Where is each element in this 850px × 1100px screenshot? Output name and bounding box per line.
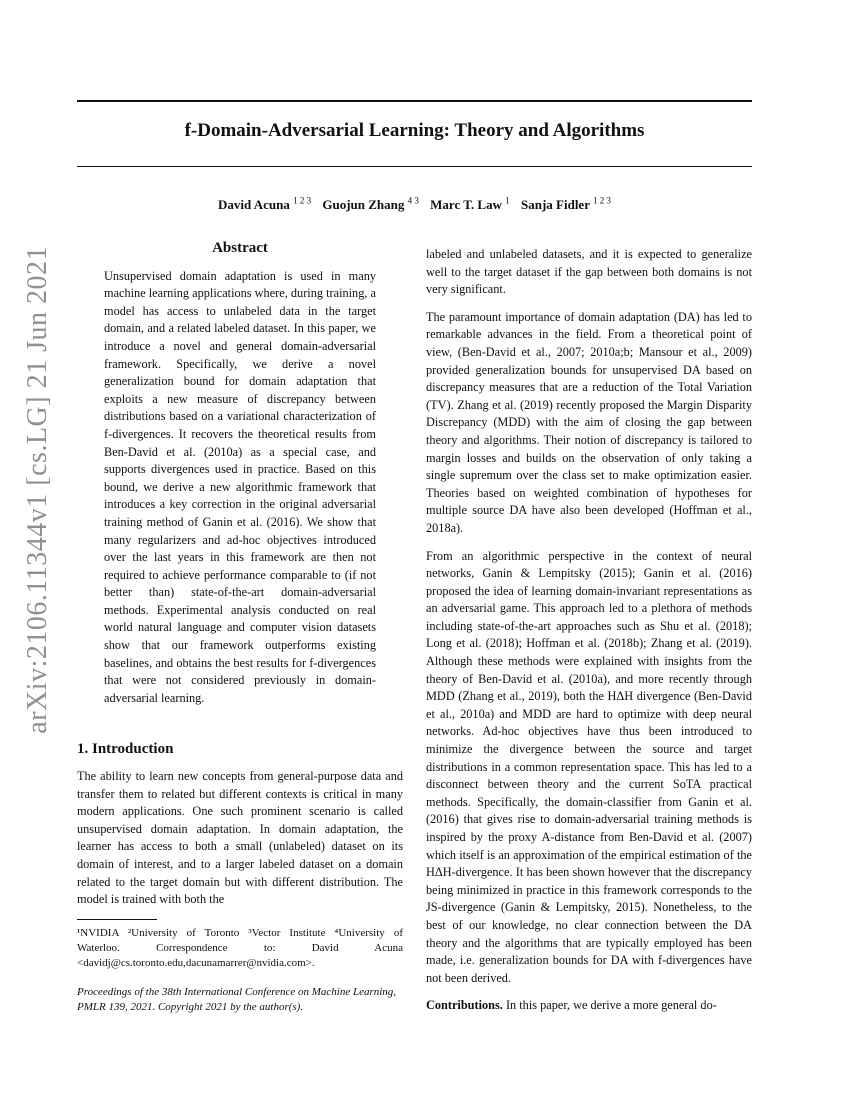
body-paragraph: The paramount importance of domain adaptation (DA) has led to remarkable advances in the field. From a theoretical point of view, (Ben-David et al., 2007; 2010a;b; Mansour et al., 2009) provided generalization bounds for unsupervised DA based on discrepancy measures that are a reduction of the Total Variation (TV). Zhang et al. (2019) recently proposed the Margin Disparity Discrepancy (MDD) with the aim of closing the gap between theory and algorithms. Their notion of discrepancy is tailored to margin losses and builds on the observation of only taking a single supremum over the class set to make optimization easier. Theories based on weighted combination of hypotheses for multiple source DA have also been developed (Hoffman et al., 2018a). bbox=[426, 309, 752, 535]
section-heading-introduction: 1. Introduction bbox=[77, 741, 174, 758]
title-rule-top bbox=[77, 100, 752, 102]
author-list bbox=[77, 196, 752, 213]
paper-title: f-Domain-Adversarial Learning: Theory and Algorithms bbox=[184, 120, 645, 141]
right-column bbox=[426, 246, 752, 1025]
contributions-text: In this paper, we derive a more general do- bbox=[505, 998, 717, 1013]
author: Marc T. Law $^1$ bbox=[430, 196, 510, 213]
abstract-heading: Abstract bbox=[212, 240, 268, 256]
abstract-body: Unsupervised domain adaptation is used in many machine learning applications where, during training, a model has access to unlabeled data in the target domain, and a related labeled dataset. In this paper, we introduce a novel and general domain-adversarial framework. Specifically, we derive a novel generalization bound for domain adaptation that exploits a new measure of discrepancy between distributions based on a variational characterization of f-divergences. It recovers the theoretical results from Ben-David et al. (2010a) as a special case, and supports divergences used in practice. Based on this bound, we derive a new algorithmic framework that introduces a key correction in the original adversarial training method of Ganin et al. (2016). We show that many regularizers and ad-hoc objectives introduced over the last years in this framework are then not required to achieve performance comparable to (if not better than) state-of-the-art domain-adversarial methods. Experimental analysis conducted on real world natural language and computer vision datasets show that our framework outperforms existing baselines, and obtains the best results for f-divergences that were not considered previously in domain-adversarial learning. bbox=[104, 268, 376, 705]
contributions-paragraph bbox=[426, 997, 752, 1015]
affiliation-footnote: ¹NVIDIA ²University of Toronto ³Vector Institute ⁴University of Waterloo. Correspondence to: David Acuna <davidj@cs.toronto.edu,dacunamarrer@nvidia.com>. bbox=[77, 926, 403, 969]
body-paragraph: From an algorithmic perspective in the context of neural networks, Ganin & Lempitsky (2015); Ganin et al. (2016) proposed the idea of learning domain-invariant representations as an adversarial game. This approach led to a plethora of methods including state-of-the-art approaches such as Shu et al. (2018); Long et al. (2018); Hoffman et al. (2018b); Zhang et al. (2019). Although these methods were explained with insights from the theory of Ben-David et al. (2010a), and more recently through MDD (Zhang et al., 2019), both the HΔH divergence (Ben-David et al., 2010a) and MDD are hard to optimize with deep neural networks. Ad-hoc objectives have thus been introduced to minimize the divergence between the source and target distributions in a common representation space. This has led to a disconnect between theory and the current SoTA practical methods. Specifically, the domain-classifier from Ganin et al. (2016) that gives rise to domain-adversarial training methods is inspired by the proxy A-distance from Ben-David et al. (2007) which itself is an approximation of the empirical estimation of the HΔH-divergence. It has been shown however that the discrepancy being minimized in practice in this framework corresponds to the JS-divergence (Ganin & Lempitsky, 2015). Nonetheless, to the best of our knowledge, no clear connection between the DA theory and the algorithms that are typically employed has been made, i.e. generalization bounds for DA with f-divergences have not been derived. bbox=[426, 548, 752, 985]
author: David Acuna $^{1 2 3}$ bbox=[217, 196, 312, 213]
arxiv-identifier: arXiv:2106.11344v1 [cs.LG] 21 Jun 2021 bbox=[22, 246, 53, 734]
title-rule-bottom bbox=[77, 166, 752, 167]
intro-paragraph: The ability to learn new concepts from general-purpose data and transfer them to related but different contexts is critical in many modern applications. One such prominent scenario is called unsupervised domain adaptation. In domain adaptation, the learner has access to both a small (unlabeled) dataset on its domain of interest, and to a larger labeled dataset on a domain related to the target domain but with different distribution. The model is trained with both the bbox=[77, 769, 403, 907]
author: Sanja Fidler $^{1 2 3}$ bbox=[521, 196, 611, 213]
arxiv-stamp bbox=[6, 246, 70, 734]
footnote-rule bbox=[77, 919, 157, 920]
body-paragraph: labeled and unlabeled datasets, and it is expected to generalize well to the target dataset if the gap between both domains is not very significant. bbox=[426, 247, 752, 297]
proceedings-note: Proceedings of the 38th International Conference on Machine Learning, PMLR 139, 2021. Copyright 2021 by the author(s). bbox=[77, 985, 397, 1013]
contributions-label: Contributions. bbox=[426, 998, 503, 1013]
left-column bbox=[77, 240, 403, 1015]
author: Guojun Zhang $^{4 3}$ bbox=[322, 196, 419, 213]
